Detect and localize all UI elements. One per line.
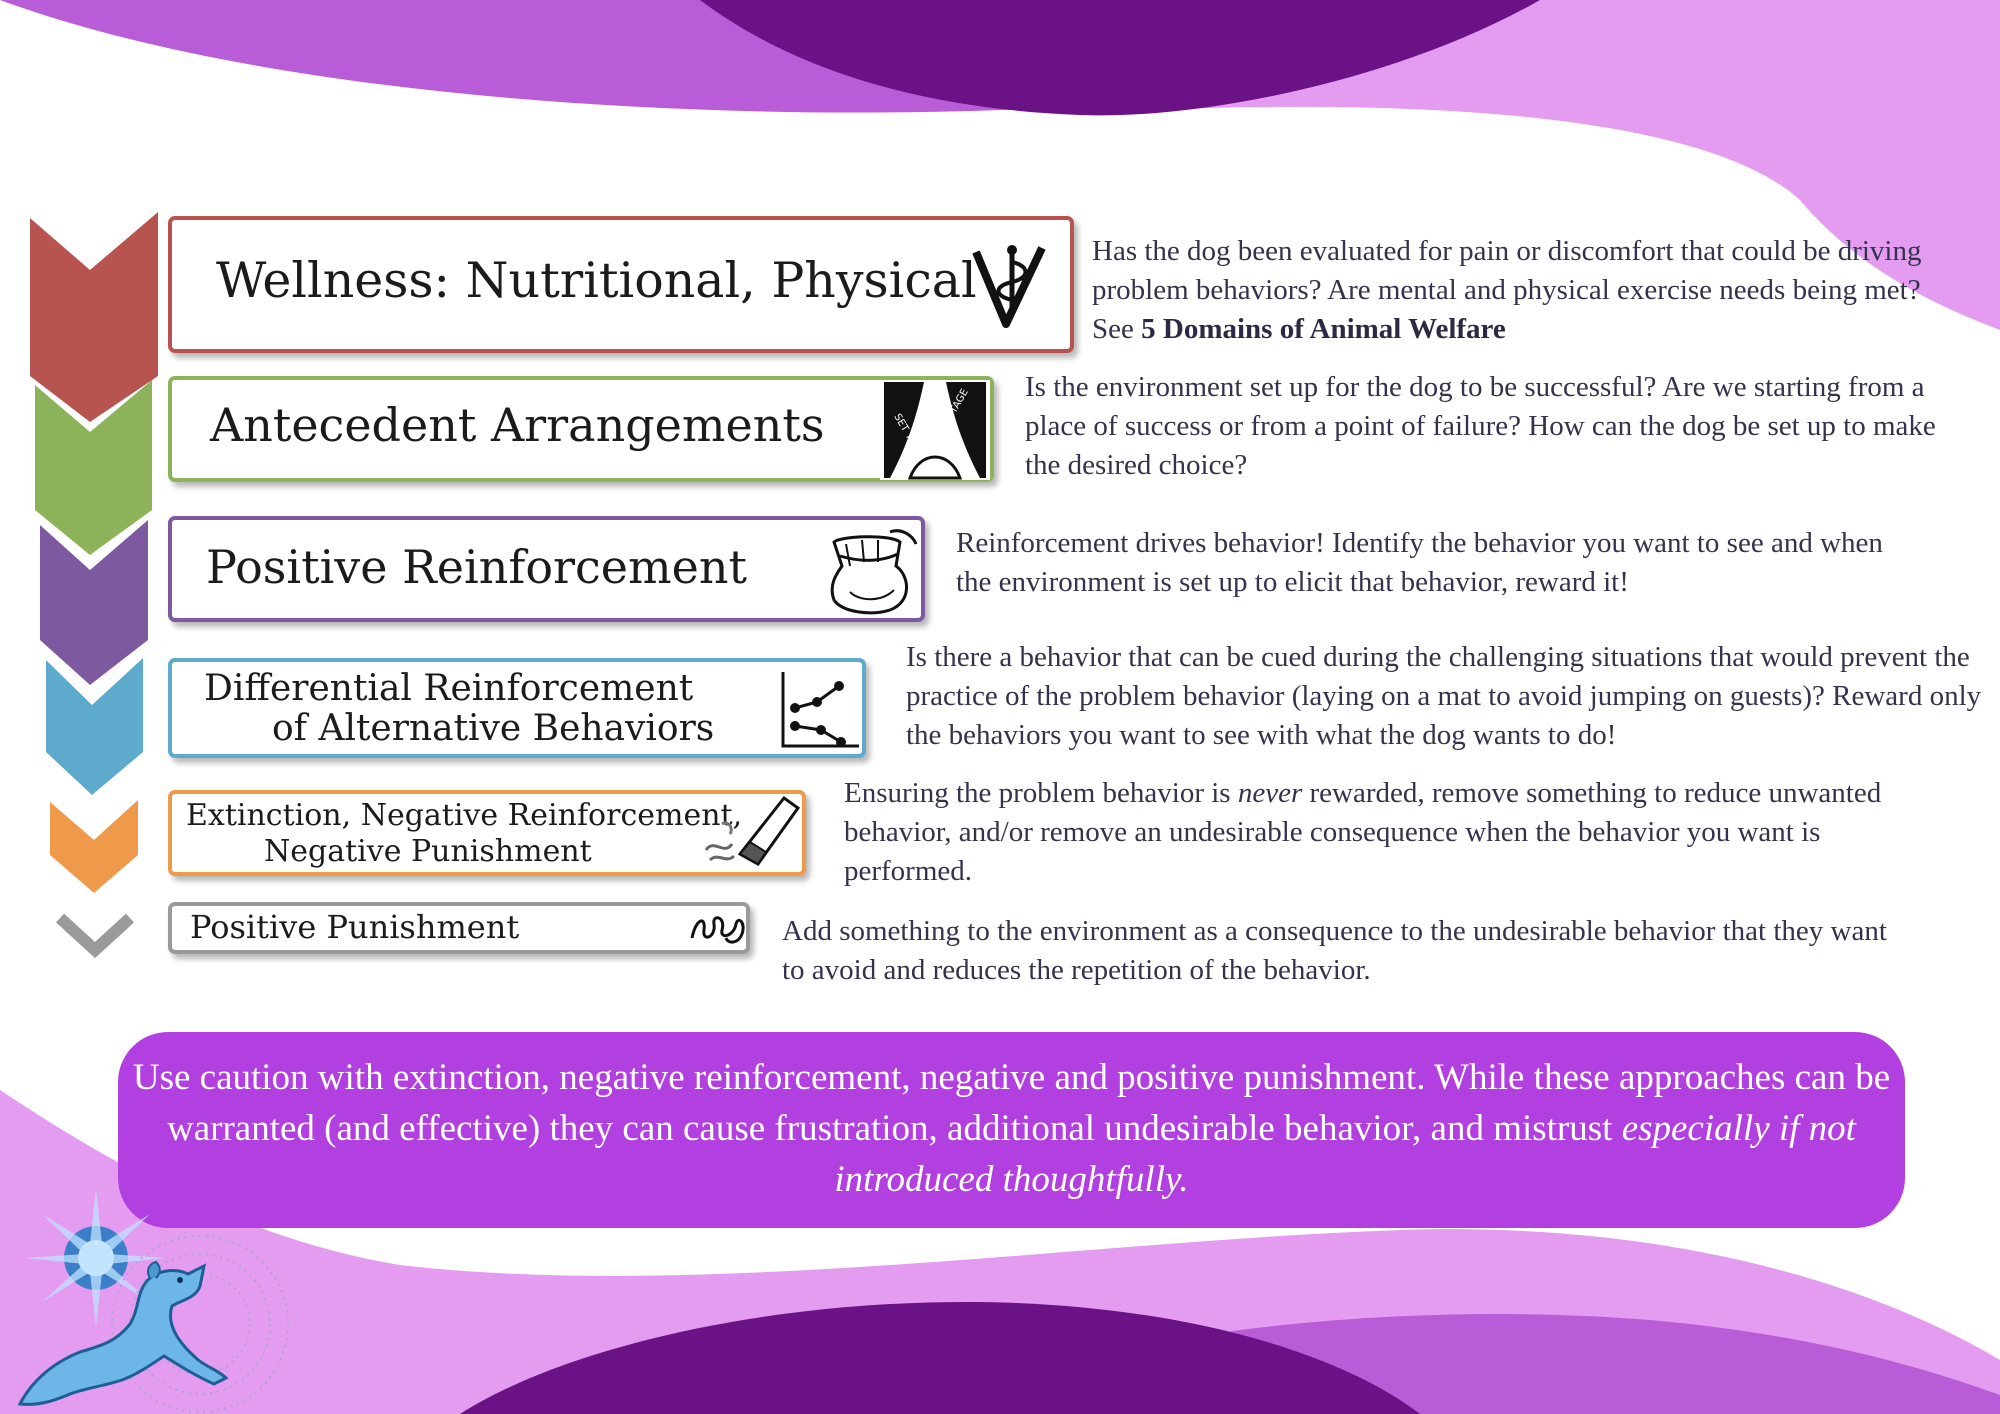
set-the-text: SET THE — [891, 412, 922, 454]
chevron-wellness — [30, 212, 158, 422]
treat-pouch-icon — [820, 522, 920, 618]
leaping-dog-logo-icon — [0, 1174, 340, 1414]
step-positive-reinforcement-label: Positive Reinforcement — [206, 540, 747, 594]
step-differential-label-line2: of Alternative Behaviors — [272, 708, 715, 749]
animal-welfare-link: 5 Domains of Animal Welfare — [1141, 313, 1506, 345]
step-extinction-label-line1: Extinction, Negative Reinforcement, — [186, 798, 743, 833]
set-the-stage-curtain-icon — [880, 380, 990, 480]
step-positive-punishment-desc: Add something to the environment as a consequence to the undesirable behavior that they want to avoid and reduces the repetition of the behavior. — [782, 915, 1887, 986]
stage-text: STAGE — [945, 387, 971, 421]
step-positive-punishment-box — [168, 902, 750, 954]
step-antecedent-label: Antecedent Arrangements — [210, 398, 825, 452]
chevron-extinction — [50, 800, 138, 893]
eraser-icon — [700, 794, 800, 874]
dog-silhouette — [20, 1266, 226, 1404]
step-extinction-desc: Ensuring the problem behavior is never rewarded, remove something to reduce unwanted behavior, and/or remove an undesirable consequence when the behavior you want is performed. — [844, 777, 1882, 887]
veterinary-caduceus-icon — [972, 242, 1052, 332]
scribble-icon — [688, 908, 748, 948]
caution-emphasis: especially if not introduced thoughtfully. — [834, 1108, 1856, 1200]
step-wellness-label: Wellness: Nutritional, Physical — [216, 252, 977, 309]
step-wellness-box — [168, 216, 1074, 353]
step-extinction-label-line2: Negative Punishment — [264, 834, 592, 869]
line-graph-icon — [777, 668, 861, 752]
step-positive-reinforcement-box — [168, 516, 925, 622]
chevron-positive-punishment — [60, 918, 130, 950]
step-differential-label-line1: Differential Reinforcement — [204, 668, 694, 709]
caution-banner — [118, 1032, 1905, 1228]
step-antecedent-box — [168, 376, 994, 482]
step-extinction-box — [168, 790, 806, 876]
step-positive-punishment-label: Positive Punishment — [190, 908, 520, 946]
step-differential-desc: Is there a behavior that can be cued during the challenging situations that would prevent the practice of the problem behavior (laying on a mat to avoid jumping on guests)? Reward only the behaviors you want to see with what the dog wants to do! — [906, 641, 1982, 751]
caution-text: Use caution with extinction, negative reinforcement, negative and positive punishment. While these approaches can be warranted (and effective) they can cause frustration, additional undesirable behavior, and mistrust — [132, 1057, 1891, 1149]
never-emphasis: never — [1237, 777, 1303, 809]
step-wellness-desc: Has the dog been evaluated for pain or discomfort that could be driving problem behaviors? Are mental and physical exercise needs being met? See 5 Domains of Animal Welfare — [1092, 235, 1922, 345]
step-positive-reinforcement-desc: Reinforcement drives behavior! Identify the behavior you want to see and when the environment is set up to elicit that behavior, reward it! — [956, 527, 1883, 598]
step-differential-box — [168, 658, 866, 758]
step-antecedent-desc: Is the environment set up for the dog to be successful? Are we starting from a place of success or from a point of failure? How can the dog be set up to make the desired choice? — [1025, 371, 1936, 481]
